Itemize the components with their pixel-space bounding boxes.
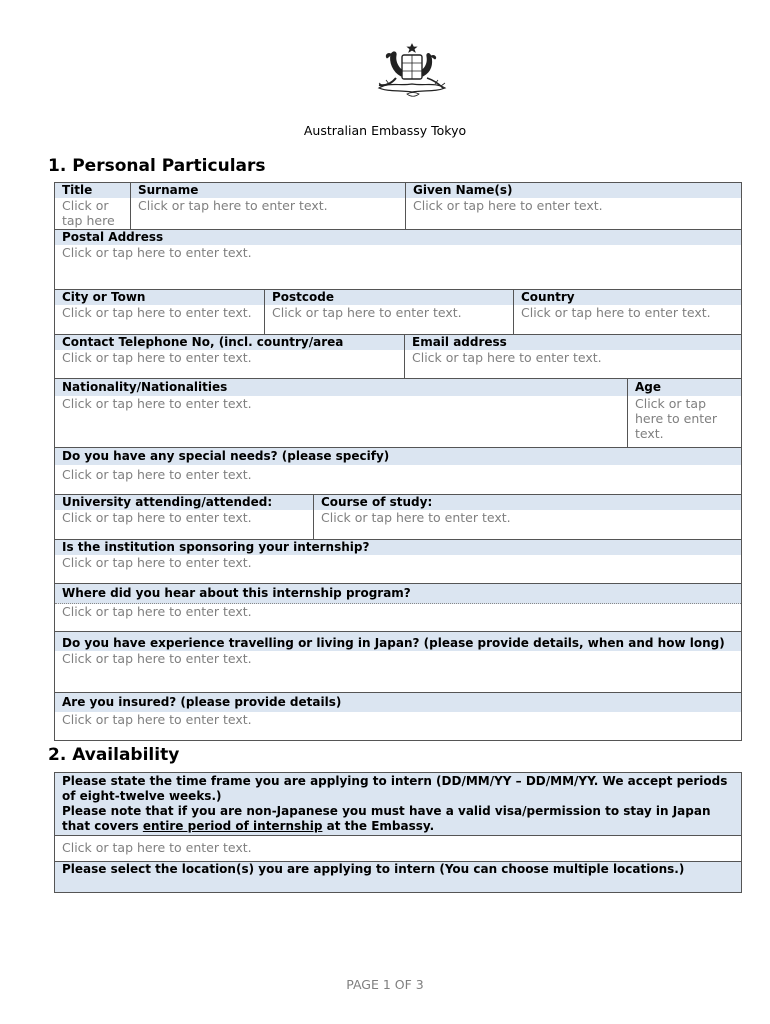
japan-cell: [55, 632, 741, 692]
postal-row: [55, 229, 741, 289]
title-label: Title: [55, 183, 130, 198]
city-row: [55, 289, 741, 334]
japan-input[interactable]: Click or tap here to enter text.: [62, 651, 252, 666]
section-heading-personal: 1. Personal Particulars: [48, 156, 266, 176]
country-cell: [513, 290, 741, 334]
special-needs-row: [55, 447, 741, 494]
timeframe-input[interactable]: Click or tap here to enter text.: [55, 835, 741, 860]
postcode-input[interactable]: Click or tap here to enter text.: [272, 305, 462, 320]
sponsor-row: [55, 539, 741, 583]
given-name-cell: [405, 183, 741, 229]
page-number: PAGE 1 OF 3: [346, 977, 424, 992]
visa-note-underlined: entire period of internship: [142, 819, 323, 833]
location-cell: [55, 862, 741, 892]
nationality-label: Nationality/Nationalities: [55, 379, 627, 396]
course-input[interactable]: Click or tap here to enter text.: [321, 510, 511, 525]
age-cell: [627, 379, 741, 447]
japan-label: Do you have experience travelling or living in Japan? (please provide details, when and how long): [55, 632, 741, 651]
city-cell: [55, 290, 264, 334]
surname-label: Surname: [131, 183, 405, 198]
visa-note-after: at the Embassy.: [322, 819, 435, 833]
phone-cell: [55, 335, 404, 378]
postal-address-label: Postal Address: [55, 230, 741, 245]
postal-address-input[interactable]: Click or tap here to enter text.: [62, 245, 252, 260]
special-needs-label: Do you have any special needs? (please specify): [55, 448, 741, 465]
title-input[interactable]: Click or tap here: [62, 198, 115, 228]
university-cell: [55, 495, 313, 539]
contact-row: [55, 334, 741, 378]
insured-input[interactable]: Click or tap here to enter text.: [62, 712, 252, 727]
email-label: Email address: [405, 335, 741, 350]
coat-of-arms-icon: [369, 42, 455, 100]
nationality-input[interactable]: Click or tap here to enter text.: [62, 396, 252, 411]
phone-label: Contact Telephone No, (incl. country/area: [55, 335, 404, 350]
hear-cell: [55, 584, 741, 631]
embassy-name: Australian Embassy Tokyo: [303, 123, 467, 138]
email-cell: [404, 335, 741, 378]
course-cell: [313, 495, 741, 539]
special-needs-input[interactable]: Click or tap here to enter text.: [62, 467, 252, 482]
location-label: Please select the location(s) you are applying to intern (You can choose multiple locations.): [55, 862, 741, 892]
availability-table: [54, 772, 742, 893]
timeframe-label: Please state the time frame you are applying to intern (DD/MM/YY – DD/MM/YY. We accept periods of eight-twelve weeks.): [62, 774, 728, 803]
university-label: University attending/attended:: [55, 495, 313, 510]
insured-row: [55, 692, 741, 740]
insured-label: Are you insured? (please provide details): [55, 693, 741, 712]
visa-note: [62, 804, 734, 834]
special-needs-cell: [55, 448, 741, 494]
university-input[interactable]: Click or tap here to enter text.: [62, 510, 252, 525]
postal-cell: [55, 230, 741, 289]
japan-row: [55, 631, 741, 692]
given-name-input[interactable]: Click or tap here to enter text.: [413, 198, 603, 213]
surname-cell: [130, 183, 405, 229]
email-input[interactable]: Click or tap here to enter text.: [412, 350, 602, 365]
sponsor-input[interactable]: Click or tap here to enter text.: [62, 555, 252, 570]
location-row: [55, 861, 741, 892]
city-input[interactable]: Click or tap here to enter text.: [62, 305, 252, 320]
course-label: Course of study:: [314, 495, 741, 510]
timeframe-cell: [55, 773, 741, 861]
country-input[interactable]: Click or tap here to enter text.: [521, 305, 711, 320]
sponsor-label: Is the institution sponsoring your internship?: [55, 540, 741, 555]
visa-note-before: Please note that if you are non-Japanese you must have a valid visa/permission to stay in Japan that covers: [62, 804, 711, 833]
nationality-cell: [55, 379, 627, 447]
given-name-label: Given Name(s): [406, 183, 741, 198]
sponsor-cell: [55, 540, 741, 583]
name-row: [55, 183, 741, 229]
timeframe-label-block: [55, 773, 741, 835]
city-label: City or Town: [55, 290, 264, 305]
country-label: Country: [514, 290, 741, 305]
education-row: [55, 494, 741, 539]
section-heading-availability: 2. Availability: [48, 745, 180, 765]
hear-label: Where did you hear about this internship program?: [55, 584, 741, 604]
phone-input[interactable]: Click or tap here to enter text.: [62, 350, 252, 365]
surname-input[interactable]: Click or tap here to enter text.: [138, 198, 328, 213]
title-cell: [55, 183, 130, 229]
hear-input[interactable]: Click or tap here to enter text.: [62, 604, 252, 619]
age-input[interactable]: Click or tap here to enter text.: [635, 396, 718, 441]
nationality-row: [55, 378, 741, 447]
timeframe-row: [55, 773, 741, 861]
insured-cell: [55, 693, 741, 740]
personal-particulars-table: [54, 182, 742, 741]
postcode-cell: [264, 290, 513, 334]
hear-row: [55, 583, 741, 631]
postcode-label: Postcode: [265, 290, 513, 305]
age-label: Age: [628, 379, 741, 396]
